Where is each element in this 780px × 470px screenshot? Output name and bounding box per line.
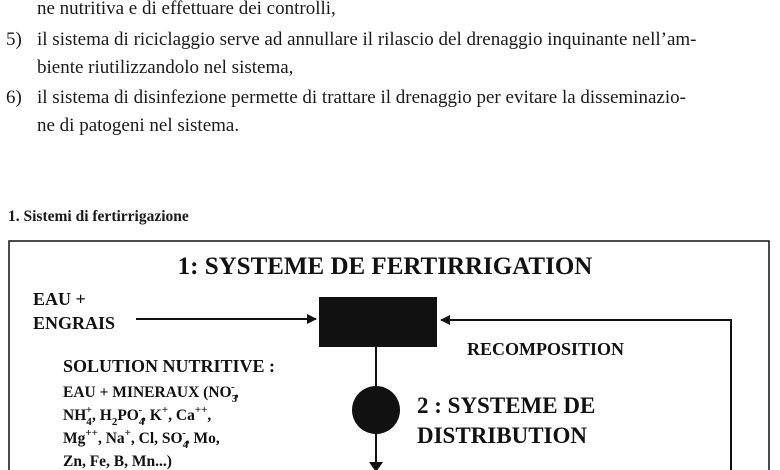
distribution-label-line-1: 2 : SYSTEME DE xyxy=(417,393,596,418)
solution-line-1: EAU + MINERAUX ($NO_3-$, xyxy=(63,381,239,405)
down-arrow-head xyxy=(369,462,383,470)
input-label-line-1: EAU + xyxy=(33,289,86,309)
list-item-6-line-1: il sistema di disinfezione permette di trattare il drenaggio per evitare la disseminazio- xyxy=(37,87,686,108)
list-item-5-line-2: biente riutilizzandolo nel sistema, xyxy=(37,57,294,78)
paragraph-line-1: ne nutritiva e di effettuare dei controlli, xyxy=(37,0,336,19)
list-item-5-number: 5) xyxy=(6,29,22,50)
distribution-node-circle xyxy=(352,386,400,434)
recomposition-label: RECOMPOSITION xyxy=(467,339,625,359)
solution-line-4: Zn, Fe, B, Mn...) xyxy=(63,453,172,470)
list-item-6-line-2: ne di patogeni nel sistema. xyxy=(37,115,240,136)
solution-line-3: Mg++, Na+, Cl, $SO_4-$, Mo, xyxy=(63,427,220,451)
solution-line-2: $NH_4+$, $H_2PO_4-$, K+, Ca++, xyxy=(63,404,212,428)
list-item-6-number: 6) xyxy=(6,87,22,108)
fertirrigation-unit-box xyxy=(319,297,437,347)
section-heading: 1. Sistemi di fertirrigazione xyxy=(8,208,189,225)
distribution-label-line-2: DISTRIBUTION xyxy=(417,423,587,448)
solution-title: SOLUTION NUTRITIVE : xyxy=(63,356,276,376)
figure-title: 1: SYSTEME DE FERTIRRIGATION xyxy=(177,253,593,280)
input-label-line-2: ENGRAIS xyxy=(33,313,116,333)
list-item-5-line-1: il sistema di riciclaggio serve ad annullare il rilascio del drenaggio inquinante nell’am- xyxy=(37,29,697,50)
